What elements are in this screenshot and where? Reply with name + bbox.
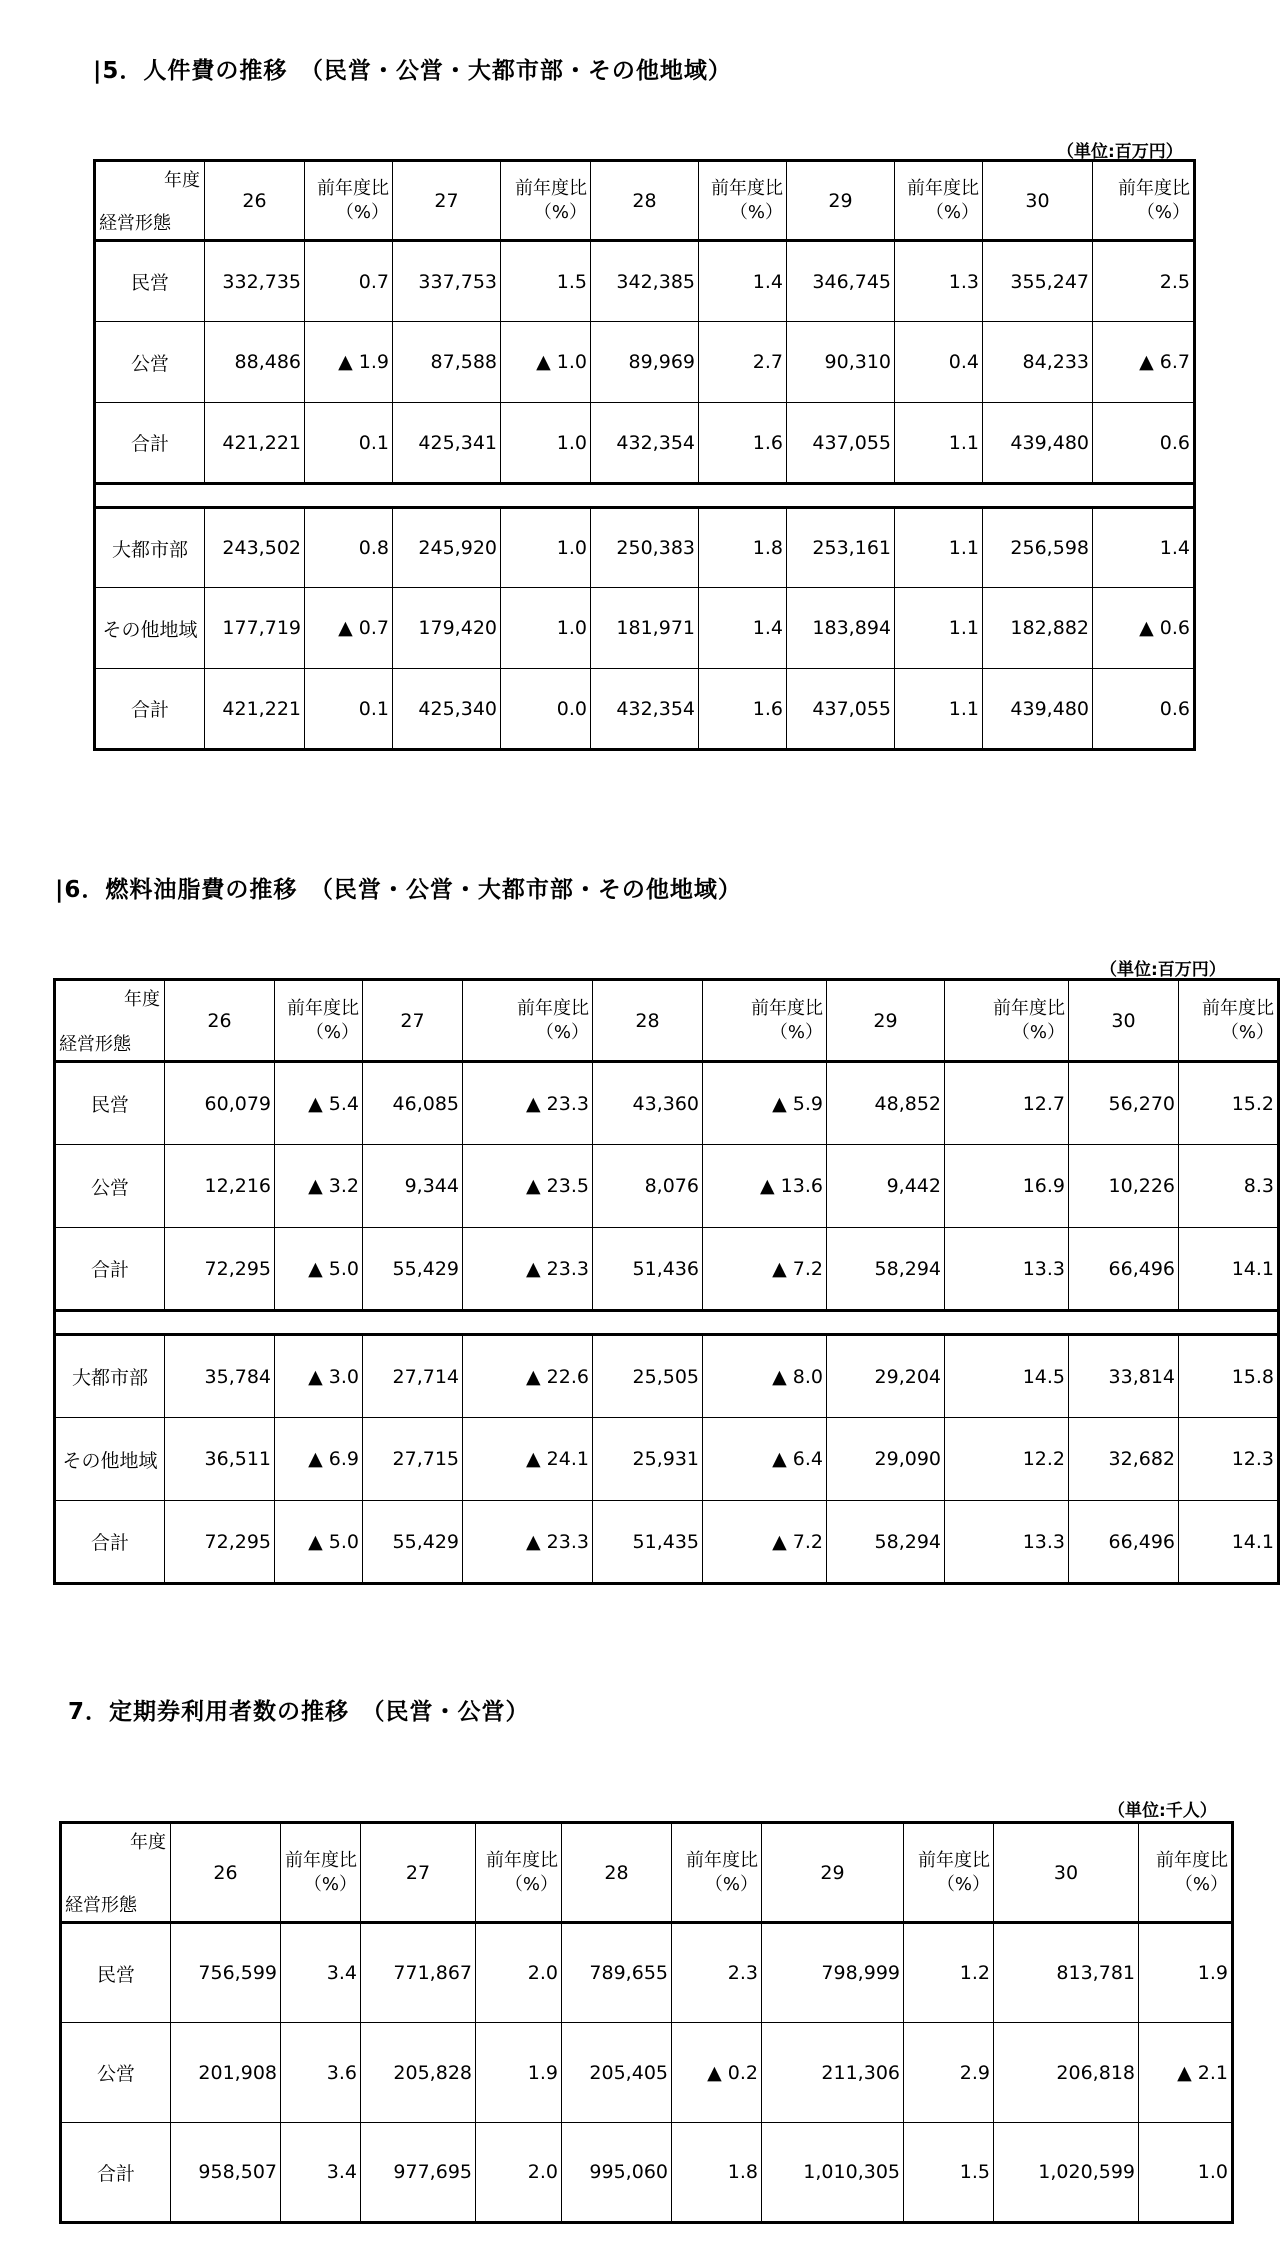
cell: 3.4 (281, 2123, 361, 2223)
cell: ▲ 24.1 (463, 1418, 593, 1501)
cell: 88,486 (205, 322, 305, 403)
cell: ▲ 0.6 (1093, 588, 1195, 669)
cell: 2.0 (476, 1923, 562, 2023)
cell: 205,828 (361, 2023, 476, 2123)
ratio-header: 前年度比 （%） (275, 980, 363, 1062)
ratio-header: 前年度比 （%） (699, 161, 787, 241)
separator-row (55, 1311, 1279, 1335)
table-row (55, 1228, 1279, 1311)
cell: ▲ 23.3 (463, 1501, 593, 1584)
cell: ▲ 5.0 (275, 1228, 363, 1311)
cell: 245,920 (393, 508, 501, 588)
cell: 1.3 (895, 241, 983, 322)
section7-unit: （単位:千人） (1108, 1801, 1217, 1821)
ratio-header: 前年度比 （%） (1093, 161, 1195, 241)
cell: 421,221 (205, 669, 305, 750)
cell: 58,294 (827, 1501, 945, 1584)
cell: 1.9 (1139, 1923, 1233, 2023)
header-row (55, 980, 1279, 1062)
ratio-header: 前年度比 （%） (703, 980, 827, 1062)
cell: 798,999 (762, 1923, 904, 2023)
year-header: 30 (983, 161, 1093, 241)
cell: 1.4 (699, 241, 787, 322)
corner-cell (55, 980, 165, 1062)
corner-cell (61, 1823, 171, 1923)
year-header: 28 (562, 1823, 672, 1923)
cell: 211,306 (762, 2023, 904, 2123)
row-label: 民営 (95, 241, 205, 322)
cell: ▲ 22.6 (463, 1335, 593, 1418)
cell: 995,060 (562, 2123, 672, 2223)
cell: 756,599 (171, 1923, 281, 2023)
section6-title: |6．燃料油脂費の推移 （民営・公営・大都市部・その他地域） (55, 877, 742, 903)
cell: 12.7 (945, 1062, 1069, 1145)
ratio-header: 前年度比 （%） (463, 980, 593, 1062)
cell: 1.8 (699, 508, 787, 588)
cell: ▲ 1.0 (501, 322, 591, 403)
year-header: 29 (787, 161, 895, 241)
cell: 2.5 (1093, 241, 1195, 322)
cell: 14.1 (1179, 1501, 1279, 1584)
cell: 27,715 (363, 1418, 463, 1501)
cell: 33,814 (1069, 1335, 1179, 1418)
ratio-header: 前年度比 （%） (476, 1823, 562, 1923)
cell: 1.4 (699, 588, 787, 669)
cell: ▲ 5.0 (275, 1501, 363, 1584)
cell: 3.4 (281, 1923, 361, 2023)
row-label: 合計 (55, 1228, 165, 1311)
cell: 206,818 (994, 2023, 1139, 2123)
table-row (95, 241, 1195, 322)
cell: ▲ 5.4 (275, 1062, 363, 1145)
cell: 1.1 (895, 588, 983, 669)
cell: 12.3 (1179, 1418, 1279, 1501)
cell: 1.5 (904, 2123, 994, 2223)
cell: ▲ 0.7 (305, 588, 393, 669)
cell: 1.6 (699, 669, 787, 750)
row-label: 合計 (95, 403, 205, 484)
cell: 355,247 (983, 241, 1093, 322)
cell: 66,496 (1069, 1501, 1179, 1584)
cell: ▲ 23.5 (463, 1145, 593, 1228)
year-header: 27 (393, 161, 501, 241)
cell: 789,655 (562, 1923, 672, 2023)
cell: 813,781 (994, 1923, 1139, 2023)
cell: 439,480 (983, 669, 1093, 750)
cell: 201,908 (171, 2023, 281, 2123)
cell: 1.0 (1139, 2123, 1233, 2223)
table-row (55, 1501, 1279, 1584)
cell: 25,505 (593, 1335, 703, 1418)
cell: 13.3 (945, 1501, 1069, 1584)
cell: 432,354 (591, 669, 699, 750)
cell: 977,695 (361, 2123, 476, 2223)
cell: 2.7 (699, 322, 787, 403)
row-label: 合計 (95, 669, 205, 750)
cell: 3.6 (281, 2023, 361, 2123)
header-row (61, 1823, 1233, 1923)
cell: 439,480 (983, 403, 1093, 484)
cell: 14.5 (945, 1335, 1069, 1418)
cell: ▲ 7.2 (703, 1228, 827, 1311)
year-header: 28 (591, 161, 699, 241)
ratio-header: 前年度比 （%） (672, 1823, 762, 1923)
year-header: 30 (1069, 980, 1179, 1062)
cell: 84,233 (983, 322, 1093, 403)
cell: 89,969 (591, 322, 699, 403)
ratio-header: 前年度比 （%） (305, 161, 393, 241)
year-header: 27 (361, 1823, 476, 1923)
cell: 1.9 (476, 2023, 562, 2123)
cell: ▲ 23.3 (463, 1062, 593, 1145)
separator-cell (55, 1311, 1279, 1335)
cell: 425,340 (393, 669, 501, 750)
cell: 25,931 (593, 1418, 703, 1501)
cell: 12,216 (165, 1145, 275, 1228)
cell: 1,010,305 (762, 2123, 904, 2223)
cell: 15.2 (1179, 1062, 1279, 1145)
row-label: 合計 (61, 2123, 171, 2223)
row-label: 大都市部 (95, 508, 205, 588)
cell: 35,784 (165, 1335, 275, 1418)
section6-unit: （単位:百万円） (1100, 960, 1226, 980)
ratio-header: 前年度比 （%） (904, 1823, 994, 1923)
table-row (61, 1923, 1233, 2023)
cell: 0.6 (1093, 669, 1195, 750)
cell: 10,226 (1069, 1145, 1179, 1228)
cell: 0.8 (305, 508, 393, 588)
year-header: 26 (165, 980, 275, 1062)
cell: 0.6 (1093, 403, 1195, 484)
cell: ▲ 13.6 (703, 1145, 827, 1228)
cell: 337,753 (393, 241, 501, 322)
cell: 46,085 (363, 1062, 463, 1145)
cell: 421,221 (205, 403, 305, 484)
table-row (95, 403, 1195, 484)
corner-year-label: 年度 (124, 989, 160, 1010)
ratio-header: 前年度比 （%） (945, 980, 1069, 1062)
cell: 51,435 (593, 1501, 703, 1584)
cell: 60,079 (165, 1062, 275, 1145)
cell: 425,341 (393, 403, 501, 484)
cell: 205,405 (562, 2023, 672, 2123)
cell: 32,682 (1069, 1418, 1179, 1501)
cell: ▲ 2.1 (1139, 2023, 1233, 2123)
cell: 177,719 (205, 588, 305, 669)
table-row (61, 2023, 1233, 2123)
cell: 12.2 (945, 1418, 1069, 1501)
cell: 250,383 (591, 508, 699, 588)
ratio-header: 前年度比 （%） (281, 1823, 361, 1923)
cell: 346,745 (787, 241, 895, 322)
cell: 1.0 (501, 403, 591, 484)
corner-type-label: 経営形態 (99, 213, 171, 234)
section7-table (59, 1821, 1234, 2224)
row-label: 大都市部 (55, 1335, 165, 1418)
row-label: 合計 (55, 1501, 165, 1584)
corner-year-label: 年度 (164, 170, 200, 191)
corner-type-label: 経営形態 (65, 1895, 137, 1916)
cell: 58,294 (827, 1228, 945, 1311)
cell: 29,090 (827, 1418, 945, 1501)
cell: 1.0 (501, 588, 591, 669)
year-header: 26 (171, 1823, 281, 1923)
cell: 0.7 (305, 241, 393, 322)
cell: 256,598 (983, 508, 1093, 588)
separator-row (95, 484, 1195, 508)
year-header: 27 (363, 980, 463, 1062)
cell: 332,735 (205, 241, 305, 322)
cell: 437,055 (787, 403, 895, 484)
year-header: 28 (593, 980, 703, 1062)
table-row (95, 508, 1195, 588)
row-label: その他地域 (55, 1418, 165, 1501)
section5-title: |5．人件費の推移 （民営・公営・大都市部・その他地域） (93, 58, 732, 84)
cell: 72,295 (165, 1228, 275, 1311)
header-row (95, 161, 1195, 241)
cell: ▲ 5.9 (703, 1062, 827, 1145)
row-label: その他地域 (95, 588, 205, 669)
cell: 1.0 (501, 508, 591, 588)
cell: ▲ 8.0 (703, 1335, 827, 1418)
cell: 437,055 (787, 669, 895, 750)
table-row (95, 588, 1195, 669)
cell: 48,852 (827, 1062, 945, 1145)
corner-cell (95, 161, 205, 241)
ratio-header: 前年度比 （%） (501, 161, 591, 241)
cell: 8,076 (593, 1145, 703, 1228)
cell: 1.1 (895, 403, 983, 484)
ratio-header: 前年度比 （%） (1139, 1823, 1233, 1923)
cell: 181,971 (591, 588, 699, 669)
cell: 1.6 (699, 403, 787, 484)
cell: 432,354 (591, 403, 699, 484)
cell: ▲ 6.7 (1093, 322, 1195, 403)
table-row (55, 1335, 1279, 1418)
cell: ▲ 3.2 (275, 1145, 363, 1228)
section5-unit: （単位:百万円） (1057, 142, 1183, 162)
cell: 253,161 (787, 508, 895, 588)
cell: 179,420 (393, 588, 501, 669)
cell: 16.9 (945, 1145, 1069, 1228)
section6-table (53, 978, 1280, 1585)
corner-type-label: 経営形態 (59, 1034, 131, 1055)
year-header: 30 (994, 1823, 1139, 1923)
separator-cell (95, 484, 1195, 508)
cell: 56,270 (1069, 1062, 1179, 1145)
row-label: 公営 (61, 2023, 171, 2123)
cell: 1,020,599 (994, 2123, 1139, 2223)
ratio-header: 前年度比 （%） (895, 161, 983, 241)
year-header: 26 (205, 161, 305, 241)
cell: ▲ 7.2 (703, 1501, 827, 1584)
cell: 55,429 (363, 1501, 463, 1584)
cell: ▲ 23.3 (463, 1228, 593, 1311)
table-row (55, 1145, 1279, 1228)
cell: ▲ 0.2 (672, 2023, 762, 2123)
cell: 66,496 (1069, 1228, 1179, 1311)
cell: 29,204 (827, 1335, 945, 1418)
cell: 958,507 (171, 2123, 281, 2223)
table-row (55, 1062, 1279, 1145)
cell: 0.1 (305, 669, 393, 750)
row-label: 公営 (55, 1145, 165, 1228)
cell: 771,867 (361, 1923, 476, 2023)
cell: 0.1 (305, 403, 393, 484)
cell: ▲ 6.4 (703, 1418, 827, 1501)
cell: 90,310 (787, 322, 895, 403)
cell: 2.9 (904, 2023, 994, 2123)
row-label: 民営 (61, 1923, 171, 2023)
table-row (95, 669, 1195, 750)
year-header: 29 (827, 980, 945, 1062)
cell: 9,344 (363, 1145, 463, 1228)
section7-title: 7．定期券利用者数の推移 （民営・公営） (68, 1699, 530, 1725)
cell: 15.8 (1179, 1335, 1279, 1418)
cell: 72,295 (165, 1501, 275, 1584)
corner-year-label: 年度 (130, 1832, 166, 1853)
cell: 27,714 (363, 1335, 463, 1418)
cell: 182,882 (983, 588, 1093, 669)
cell: 43,360 (593, 1062, 703, 1145)
cell: ▲ 3.0 (275, 1335, 363, 1418)
cell: ▲ 1.9 (305, 322, 393, 403)
cell: 55,429 (363, 1228, 463, 1311)
cell: 2.3 (672, 1923, 762, 2023)
section5-table (93, 159, 1196, 751)
table-row (61, 2123, 1233, 2223)
cell: 87,588 (393, 322, 501, 403)
row-label: 民営 (55, 1062, 165, 1145)
cell: 1.4 (1093, 508, 1195, 588)
cell: 1.2 (904, 1923, 994, 2023)
cell: 342,385 (591, 241, 699, 322)
year-header: 29 (762, 1823, 904, 1923)
cell: 183,894 (787, 588, 895, 669)
cell: 13.3 (945, 1228, 1069, 1311)
table-row (95, 322, 1195, 403)
cell: 8.3 (1179, 1145, 1279, 1228)
cell: 243,502 (205, 508, 305, 588)
cell: 51,436 (593, 1228, 703, 1311)
cell: 9,442 (827, 1145, 945, 1228)
cell: 1.1 (895, 669, 983, 750)
cell: 0.0 (501, 669, 591, 750)
cell: 1.5 (501, 241, 591, 322)
cell: 2.0 (476, 2123, 562, 2223)
cell: 14.1 (1179, 1228, 1279, 1311)
table-row (55, 1418, 1279, 1501)
cell: 1.8 (672, 2123, 762, 2223)
cell: ▲ 6.9 (275, 1418, 363, 1501)
cell: 1.1 (895, 508, 983, 588)
cell: 36,511 (165, 1418, 275, 1501)
row-label: 公営 (95, 322, 205, 403)
ratio-header: 前年度比 （%） (1179, 980, 1279, 1062)
cell: 0.4 (895, 322, 983, 403)
